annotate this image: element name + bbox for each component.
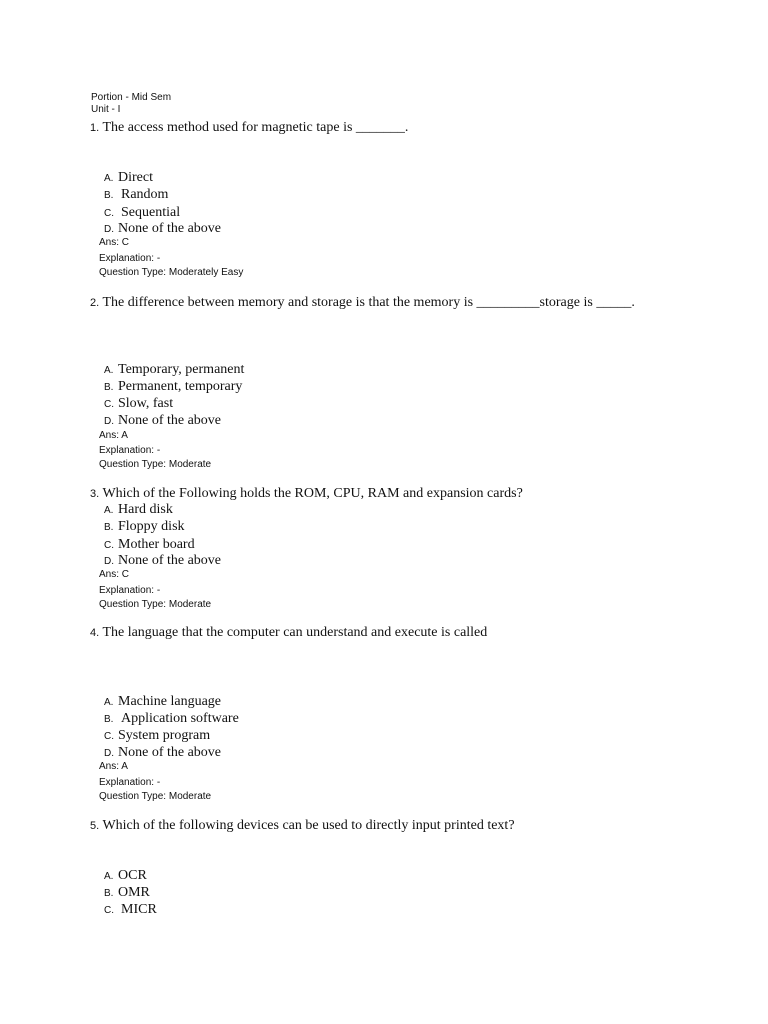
explanation-1: Explanation: -: [99, 253, 161, 264]
option-text: Application software: [121, 711, 239, 726]
option-2d: [104, 412, 221, 430]
question-number: 3.: [90, 488, 100, 500]
question-type-4: Question Type: Moderate: [99, 791, 212, 802]
question-number: 5.: [90, 820, 100, 832]
question-number: 2.: [90, 297, 100, 309]
unit-heading: Unit - I: [91, 104, 121, 115]
explanation-3: Explanation: -: [99, 585, 161, 596]
option-text: System program: [118, 728, 211, 743]
question-text: The difference between memory and storage is that the memory is _________storage is _____.: [102, 295, 635, 310]
option-text: Direct: [118, 170, 153, 185]
question-type-1: Question Type: Moderately Easy: [99, 267, 244, 278]
option-letter: A.: [104, 697, 114, 708]
option-letter: B.: [104, 714, 114, 725]
option-letter: A.: [104, 505, 114, 516]
question-number: 4.: [90, 627, 100, 639]
option-text: Random: [121, 187, 169, 202]
option-letter: C.: [104, 540, 114, 551]
option-text: OCR: [118, 868, 147, 883]
question-1: [90, 119, 408, 137]
option-text: Temporary, permanent: [118, 362, 245, 377]
answer-1: Ans: C: [99, 237, 130, 248]
option-letter: A.: [104, 365, 114, 376]
option-text: Mother board: [118, 537, 195, 552]
option-3a: [104, 501, 173, 519]
option-2b: [104, 378, 242, 396]
answer-3: Ans: C: [99, 569, 130, 580]
option-letter: D.: [104, 556, 114, 567]
explanation-4: Explanation: -: [99, 777, 161, 788]
explanation-2: Explanation: -: [99, 445, 161, 456]
option-2a: [104, 361, 244, 379]
option-4b: [104, 710, 239, 728]
question-5: [90, 817, 515, 835]
option-1d: [104, 220, 221, 238]
question-text: Which of the following devices can be used to directly input printed text?: [102, 818, 515, 833]
option-text: MICR: [121, 902, 157, 917]
option-1a: [104, 169, 153, 187]
option-5a: [104, 867, 147, 885]
question-text: Which of the Following holds the ROM, CPU, RAM and expansion cards?: [102, 486, 523, 501]
question-number: 1.: [90, 122, 100, 134]
answer-4: Ans: A: [99, 761, 128, 772]
option-4d: [104, 744, 221, 762]
option-letter: B.: [104, 190, 114, 201]
option-4c: [104, 727, 210, 745]
option-letter: C.: [104, 905, 114, 916]
question-type-3: Question Type: Moderate: [99, 599, 212, 610]
option-letter: A.: [104, 871, 114, 882]
option-1b: [104, 186, 168, 204]
option-text: Sequential: [121, 205, 181, 220]
option-5b: [104, 884, 150, 902]
option-letter: D.: [104, 224, 114, 235]
question-text: The language that the computer can understand and execute is called: [102, 625, 488, 640]
option-4a: [104, 693, 221, 711]
option-letter: C.: [104, 399, 114, 410]
option-3d: [104, 552, 221, 570]
option-letter: B.: [104, 522, 114, 533]
option-letter: B.: [104, 888, 114, 899]
option-letter: D.: [104, 748, 114, 759]
answer-2: Ans: A: [99, 430, 128, 441]
option-2c: [104, 395, 173, 413]
option-3b: [104, 518, 185, 536]
option-text: Permanent, temporary: [118, 379, 243, 394]
option-text: Hard disk: [118, 502, 173, 517]
option-text: Floppy disk: [118, 519, 185, 534]
option-letter: B.: [104, 382, 114, 393]
option-text: OMR: [118, 885, 150, 900]
question-type-2: Question Type: Moderate: [99, 459, 212, 470]
option-letter: C.: [104, 208, 114, 219]
option-5c: [104, 901, 157, 919]
option-text: None of the above: [118, 413, 222, 428]
option-letter: D.: [104, 416, 114, 427]
option-text: Machine language: [118, 694, 222, 709]
option-text: None of the above: [118, 553, 222, 568]
option-letter: C.: [104, 731, 114, 742]
option-letter: A.: [104, 173, 114, 184]
option-text: Slow, fast: [118, 396, 174, 411]
question-text: The access method used for magnetic tape is _______.: [102, 120, 409, 135]
question-4: [90, 624, 487, 642]
option-text: None of the above: [118, 745, 222, 760]
option-text: None of the above: [118, 221, 222, 236]
portion-heading: Portion - Mid Sem: [91, 92, 172, 103]
question-2: [90, 294, 635, 312]
